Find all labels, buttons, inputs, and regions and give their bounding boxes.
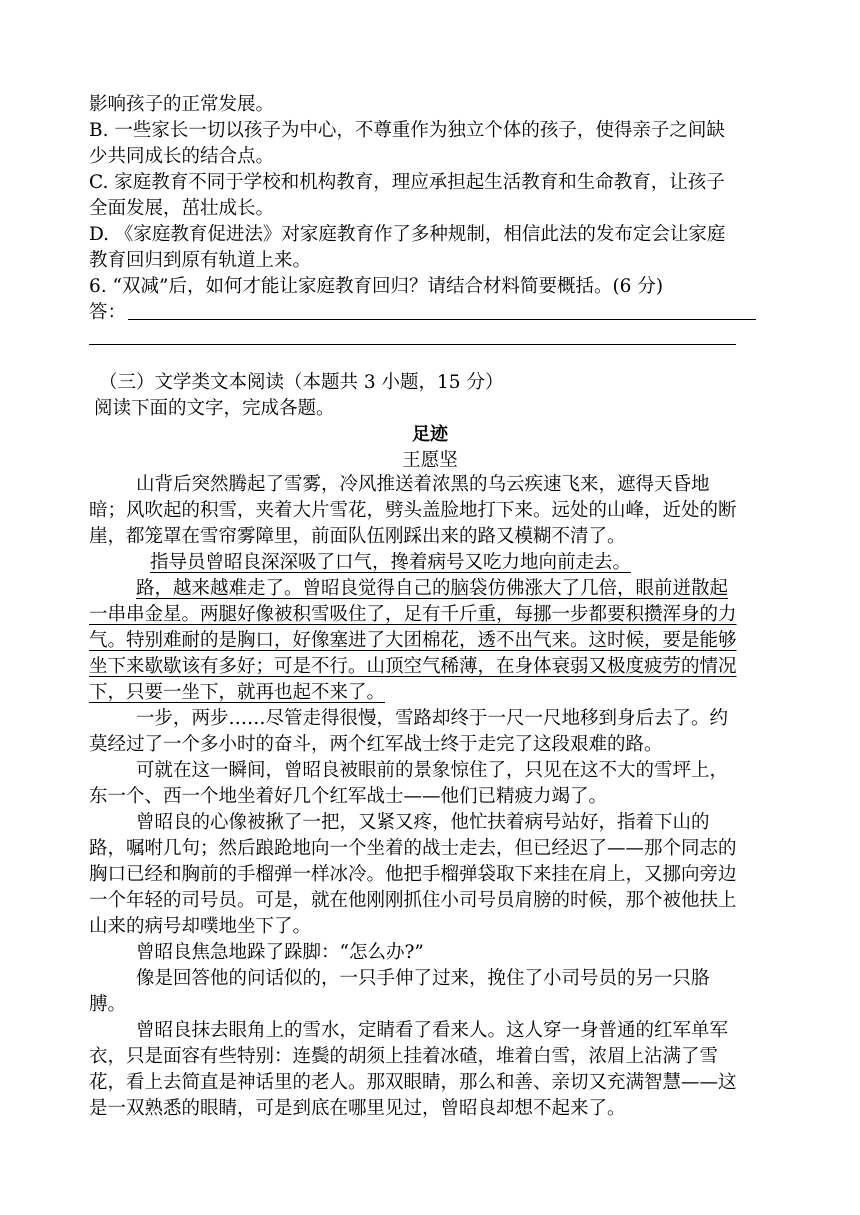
paragraph-line: 胸口已经和胸前的手榴弹一样冰冷。他把手榴弹袋取下来挂在肩上，又挪向旁边 — [89, 864, 737, 885]
story-author: 王愿坚 — [402, 450, 458, 471]
paragraph-line: 路，嘱咐几句；然后踉跄地向一个坐着的战士走去，但已经迟了——那个同志的 — [89, 838, 737, 859]
paragraph-line: 一步，两步……尽管走得很慢，雪路却终于一尺一尺地移到身后去了。约 — [136, 708, 729, 729]
section-heading: （三）文学类文本阅读（本题共 3 小题，15 分） — [99, 372, 504, 393]
paragraph-line: 衣，只是面容有些特别：连鬓的胡须上挂着冰碴，堆着白雪，浓眉上沾满了雪 — [89, 1046, 719, 1067]
answer-line[interactable] — [128, 319, 756, 320]
underlined-paragraph-line: 路，越来越难走了。曾昭良觉得自己的脑袋仿佛涨大了几倍，眼前迸散起 — [136, 578, 729, 599]
paragraph-line: 山来的病号却噗地坐下了。 — [89, 916, 312, 937]
underlined-sentence: 指导员曾昭良深深吸了口气，搀着病号又吃力地向前走去。 — [150, 552, 632, 573]
question-6-text: 6. “双减”后，如何才能让家庭教育回归？请结合材料简要概括。(6 分) — [89, 276, 664, 297]
story-title: 足迹 — [412, 424, 448, 445]
option-c-line: 全面发展，茁壮成长。 — [89, 198, 275, 219]
paragraph-line: 曾昭良焦急地跺了跺脚：“怎么办?” — [136, 942, 424, 963]
paragraph-line: 花，看上去简直是神话里的老人。那双眼睛，那么和善、亲切又充满智慧——这 — [89, 1072, 737, 1093]
paragraph-line: 莫经过了一个多小时的奋斗，两个红军战士终于走完了这段艰难的路。 — [89, 734, 663, 755]
paragraph-line: 一个年轻的司号员。可是，就在他刚刚抓住小司号员肩膀的时候，那个被他扶上 — [89, 890, 737, 911]
section-instruction: 阅读下面的文字，完成各题。 — [94, 398, 335, 419]
paragraph-line: 是一双熟悉的眼睛，可是到底在哪里见过，曾昭良却想不起来了。 — [89, 1098, 626, 1119]
underlined-paragraph-line: 下，只要一坐下，就再也起不来了。 — [89, 682, 386, 703]
option-b-line: B. 一些家长一切以孩子为中心，不尊重作为独立个体的孩子，使得亲子之间缺 — [89, 120, 725, 141]
option-c-line: C. 家庭教育不同于学校和机构教育，理应承担起生活教育和生命教育，让孩子 — [89, 172, 725, 193]
option-a-continuation: 影响孩子的正常发展。 — [89, 94, 275, 115]
paragraph-line: 崖，都笼罩在雪帘雾障里，前面队伍刚踩出来的路又模糊不清了。 — [89, 526, 626, 547]
paragraph-line: 可就在这一瞬间，曾昭良被眼前的景象惊住了，只见在这不大的雪坪上， — [136, 760, 729, 781]
paragraph-line: 曾昭良抹去眼角上的雪水，定睛看了看来人。这人穿一身普通的红军单军 — [136, 1020, 729, 1041]
paragraph-line: 暗；风吹起的积雪，夹着大片雪花，劈头盖脸地打下来。远处的山峰，近处的断 — [89, 500, 737, 521]
underlined-paragraph-line: 坐下来歇歇该有多好；可是不行。山顶空气稀薄，在身体衰弱又极度疲劳的情况 — [89, 656, 737, 677]
paragraph-line: 东一个、西一个地坐着好几个红军战士——他们已精疲力竭了。 — [89, 786, 608, 807]
paragraph-line: 膊。 — [89, 994, 127, 1015]
answer-label: 答： — [89, 302, 127, 323]
option-d-line: D. 《家庭教育促进法》对家庭教育作了多种规制，相信此法的发布定会让家庭 — [89, 224, 726, 245]
paragraph-line: 曾昭良的心像被揪了一把，又紧又疼，他忙扶着病号站好，指着下山的 — [136, 812, 710, 833]
option-d-line: 教育回归到原有轨道上来。 — [89, 250, 312, 271]
paragraph-line: 山背后突然腾起了雪雾，冷风推送着浓黑的乌云疾速飞来，遮得天昏地 — [136, 474, 710, 495]
option-b-line: 少共同成长的结合点。 — [89, 146, 275, 167]
paragraph-line: 像是回答他的问话似的，一只手伸了过来，挽住了小司号员的另一只胳 — [136, 968, 710, 989]
underlined-paragraph-line: 一串串金星。两腿好像被积雪吸住了，足有千斤重，每挪一步都要积攒浑身的力 — [89, 604, 737, 625]
underlined-paragraph-line: 气。特别难耐的是胸口，好像塞进了大团棉花，透不出气来。这时候，要是能够 — [89, 630, 737, 651]
answer-line[interactable] — [89, 344, 736, 345]
